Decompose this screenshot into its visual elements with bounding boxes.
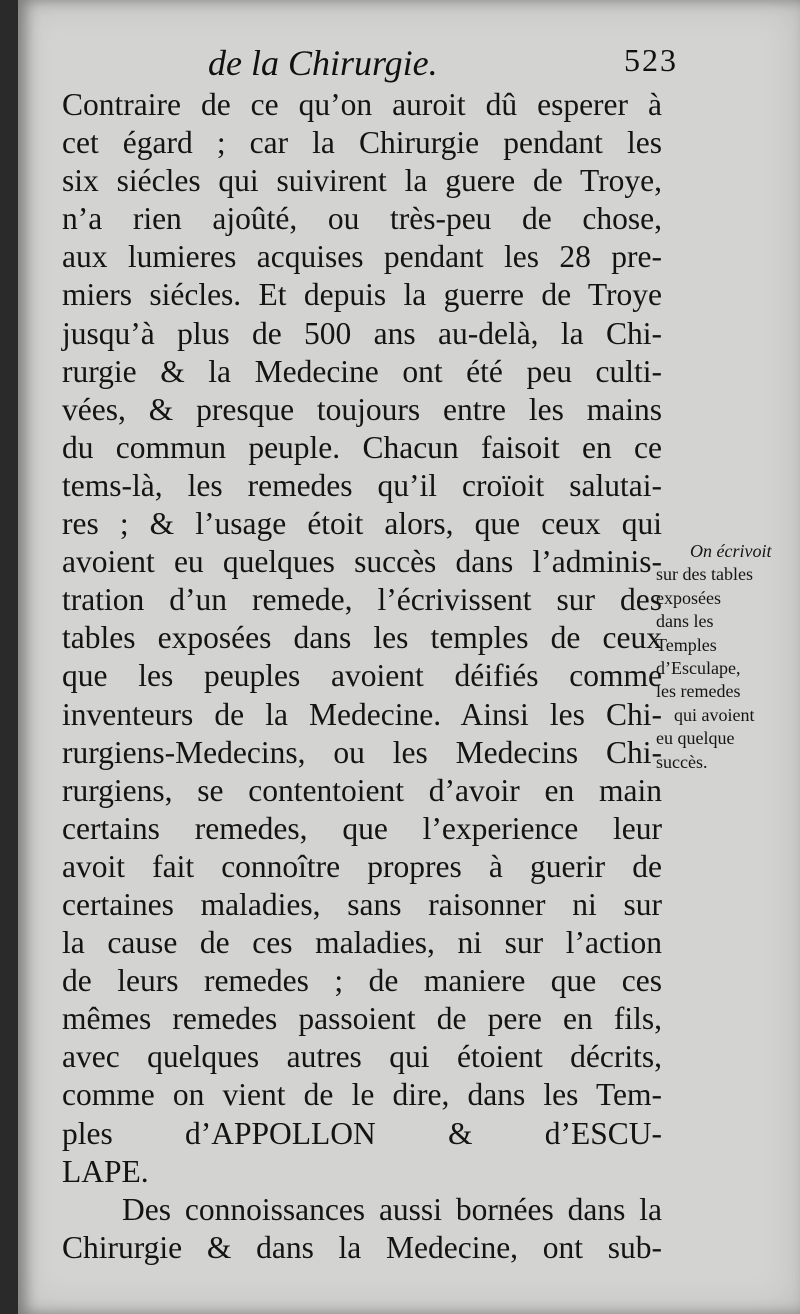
text-line: mêmes remedes passoient de pere en fils,	[62, 1001, 662, 1037]
text-line: comme on vient de le dire, dans les Tem-	[62, 1077, 662, 1113]
text-line: certains remedes, que l’experience leur	[62, 810, 662, 846]
margin-note-line: sur des tables	[656, 564, 753, 585]
book-page	[18, 0, 800, 1314]
text-line: inventeurs de la Medecine. Ainsi les Chi-	[62, 696, 662, 732]
text-line: avoient eu quelques succès dans l’adminis-	[62, 544, 662, 580]
margin-note-line: succès.	[656, 751, 708, 772]
running-head: de la Chirurgie.	[208, 43, 438, 83]
text-line: de leurs remedes ; de maniere que ces	[62, 963, 662, 999]
margin-note-line: eu quelque	[656, 728, 735, 749]
page-header	[208, 42, 678, 92]
text-line: tems-là, les remedes qu’il croïoit salutai-	[62, 467, 662, 503]
text-line: vées, & presque toujours entre les mains	[62, 391, 662, 427]
text-line: n’a rien ajoûté, ou très-peu de chose,	[62, 201, 662, 237]
text-line: avoit fait connoître propres à guerir de	[62, 848, 662, 884]
margin-note-line: les remedes	[656, 681, 741, 702]
text-line: du commun peuple. Chacun faisoit en ce	[62, 429, 662, 465]
margin-note-line: qui avoient	[674, 704, 755, 725]
text-line: six siécles qui suivirent la guere de Troye,	[62, 163, 662, 199]
text-line: cet égard ; car la Chirurgie pendant les	[62, 125, 662, 161]
text-line: Des connoissances aussi bornées dans la	[122, 1191, 662, 1227]
text-line: aux lumieres acquises pendant les 28 pre-	[62, 239, 662, 275]
text-line: Contraire de ce qu’on auroit dû esperer à	[62, 87, 662, 122]
text-line: rurgie & la Medecine ont été peu culti-	[62, 353, 662, 389]
text-line: tables exposées dans les temples de ceux	[62, 620, 662, 656]
text-line: Chirurgie & dans la Medecine, ont sub-	[62, 1229, 662, 1265]
text-line: la cause de ces maladies, ni sur l’action	[62, 925, 662, 961]
text-line: certaines maladies, sans raisonner ni sur	[62, 886, 662, 922]
text-line: rurgiens-Medecins, ou les Medecins Chi-	[62, 734, 662, 770]
text-line: que les peuples avoient déifiés comme	[62, 658, 662, 694]
text-line: avec quelques autres qui étoient décrits,	[62, 1039, 662, 1075]
text-line: LAPE.	[62, 1153, 149, 1189]
text-line: rurgiens, se contentoient d’avoir en main	[62, 772, 662, 808]
text-line: miers siécles. Et depuis la guerre de Troye	[62, 277, 662, 313]
page-number: 523	[624, 42, 678, 78]
text-line: jusqu’à plus de 500 ans au-delà, la Chi-	[62, 315, 662, 351]
text-line: res ; & l’usage étoit alors, que ceux qui	[62, 506, 662, 542]
margin-note-line: exposées	[656, 587, 721, 608]
margin-note-line: On écrivoit	[690, 541, 772, 561]
margin-note-line: Temples	[656, 634, 717, 655]
margin-note-line: d’Esculape,	[656, 658, 741, 679]
text-line: ples d’APPOLLON & d’ESCU-	[62, 1115, 662, 1151]
margin-note-line: dans les	[656, 611, 714, 632]
text-line: tration d’un remede, l’écrivissent sur des	[62, 582, 662, 618]
marginal-note	[656, 540, 796, 774]
main-text-block	[62, 86, 662, 1267]
